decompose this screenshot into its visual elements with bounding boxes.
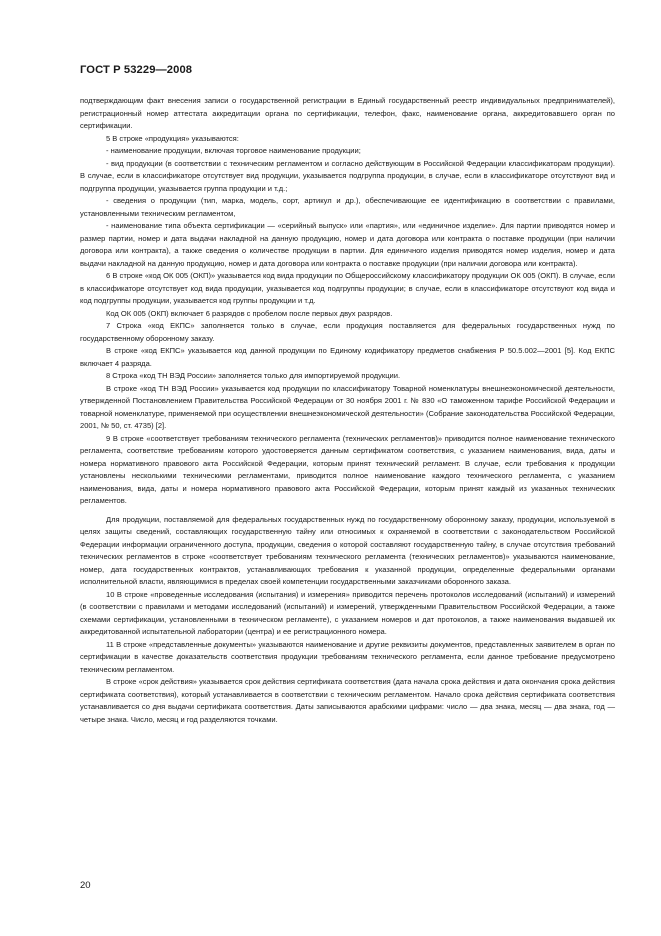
paragraph: подтверждающим факт внесения записи о государственной регистрации в Единый государственный реестр индивидуальных предпринимателей), регистрационный номер аттестата аккредитации органа по сертификации, телефон, факс, наименование органа, аккредитовавшего орган по сертификации. xyxy=(80,96,615,130)
paragraph: - наименование типа объекта сертификации — «серийный выпуск» или «партия», или «единичное изделие». Для партии приводятся номер и размер партии, номер и дата выдачи накладной на данную продукцию, номер и дата договора или контракта о поставке продукции (при наличии договора или контракта), а также сведения о количестве продукции в партии. Для единичного изделия приводятся номер изделия, номер и дата выдачи накладной на данную продукцию, номер и дата договора или контракта о поставке продукции (при наличии договора или контракта). xyxy=(80,221,615,268)
paragraph: В строке «срок действия» указывается срок действия сертификата соответствия (дата начала срока действия и дата окончания срока действия сертификата соответствия), который устанавливается в соответствии с техническим регламентом. Начало срока действия сертификата соответствия устанавливается со дня выдачи сертификата соответствия. Даты записываются арабскими цифрами: число — два знака, месяц — два знака, год — четыре знака. Число, месяц и год разделяются точками. xyxy=(80,677,615,724)
paragraph: В строке «код ТН ВЭД России» указывается код продукции по классификатору Товарной номенклатуры внешнеэкономической деятельности, утвержденной Постановлением Правительства Российской Федерации от 30 ноября 2001 г. № 830 «О таможенном тарифе Российской Федерации и товарной номенклатуре, применяемой при осуществлении внешнеэкономической деятельности» (Собрание законодательства Российской Федерации, 2001, № 50, ст. 4735) [2]. xyxy=(80,383,615,430)
page-header: ГОСТ Р 53229—2008 xyxy=(80,64,193,76)
page-number: 20 xyxy=(80,880,91,891)
paragraph: 7 Строка «код ЕКПС» заполняется только в случае, если продукция поставляется для федеральных государственных нужд по государственному оборонному заказу. xyxy=(80,321,615,343)
paragraph: 11 В строке «представленные документы» указываются наименование и другие реквизиты документов, представленных заявителем в орган по сертификации в качестве доказательств соответствия продукции требованиям технического регламента, если данное требование предусмотрено техническим регламентом. xyxy=(80,639,615,674)
paragraph: - сведения о продукции (тип, марка, модель, сорт, артикул и др.), обеспечивающие ее идентификацию в соответствии с правилами, установленными техническим регламентом, xyxy=(80,196,615,218)
paragraph: Для продукции, поставляемой для федеральных государственных нужд по государственному оборонному заказу, продукции, используемой в целях защиты сведений, составляющих государственную тайну или относимых к охраняемой в соответствии с законодательством Российской Федерации информации ограниченного доступа, продукции, сведения о которой составляют государственную тайну, в случае отсутствия требований технических регламентов в строке «соответствует требованиям технического регламента (технических регламентов)» указываются наименование, номер, дата государственных контрактов, устанавливающих требования к указанной продукции, определенные федеральными органами исполнительной власти, являющимися в пределах своей компетенции государственными заказчиками оборонного заказа. xyxy=(80,514,615,586)
paragraph: 6 В строке «код ОК 005 (ОКП)» указывается код вида продукции по Общероссийскому классификатору продукции ОК 005 (ОКП). В случае, если в классификаторе отсутствует код вида продукции, указывается код подгруппы продукции; в случае, если в классификаторе отсутствуют код вида и код подгруппы продукции, указывается код группы продукции и т.д. xyxy=(80,271,615,305)
paragraph: В строке «код ЕКПС» указывается код данной продукции по Единому кодификатору предметов снабжения Р 50.5.002—2001 [5]. Код ЕКПС включает 4 разряда. xyxy=(80,346,615,368)
document-body xyxy=(80,95,615,726)
paragraph: - наименование продукции, включая торговое наименование продукции; xyxy=(106,146,361,155)
paragraph: Код ОК 005 (ОКП) включает 6 разрядов с пробелом после первых двух разрядов. xyxy=(106,308,393,318)
paragraph: 9 В строке «соответствует требованиям технического регламента (технических регламентов)» приводится полное наименование технического регламента, соответствие требованиям которого удостоверяется данным сертификатом соответствия, с указанием наименования, вида, даты и номера нормативного правового акта Российской Федерации, которым принят технический регламент. В случае, если требования к продукции установлены несколькими техническими регламентами, приводится полное наименование каждого технического регламента, с указанием наименования, вида, даты и номера нормативного правового акта Российской Федерации, которым принят каждый из указанных технических регламентов. xyxy=(80,433,615,505)
paragraph: 8 Строка «код ТН ВЭД России» заполняется только для импортируемой продукции. xyxy=(106,371,401,380)
paragraph: - вид продукции (в соответствии с техническим регламентом и согласно действующим в Российской Федерации классификаторам продукции). В случае, если в классификаторе отсутствует вид продукции, указывается подгруппа продукции, в случае, если в классификаторе отсутствуют вид и подгруппа продукции, указывается группа продукции и т.д.; xyxy=(80,158,615,193)
paragraph: 10 В строке «проведенные исследования (испытания) и измерения» приводится перечень протоколов исследований (испытаний) и измерений (в соответствии с правилами и методами исследований (испытаний) и измерений, утвержденными Правительством Российской Федерации, а также схемами сертификации, установленными в техническом регламенте), с указанием номеров и дат протоколов, а также наименования выдавшей их аккредитованной испытательной лаборатории (центра) и ее регистрационного номера. xyxy=(80,589,615,636)
paragraph: 5 В строке «продукция» указываются: xyxy=(106,133,239,143)
